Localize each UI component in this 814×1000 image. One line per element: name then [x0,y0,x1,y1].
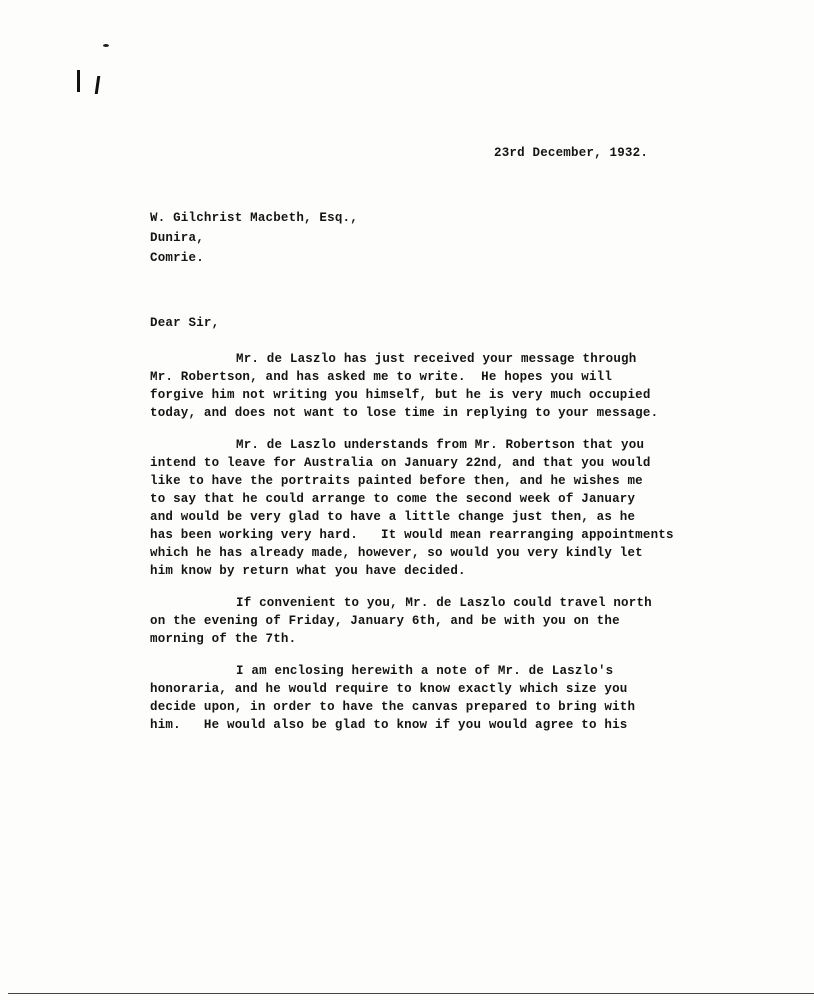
body-line: If convenient to you, Mr. de Laszlo could travel north [236,596,652,610]
body-line: Mr. de Laszlo understands from Mr. Robertson that you [236,438,645,452]
handwritten-mark [77,70,80,92]
body-line: Mr. Robertson, and has asked me to write. He hopes you will [150,370,613,384]
body-line: to say that he could arrange to come the second week of January [150,492,636,506]
scan-edge-line [8,993,814,994]
body-line: like to have the portraits painted before then, and he wishes me [150,474,643,488]
body-line: morning of the 7th. [150,632,297,646]
recipient-address-line: Dunira, [150,231,204,245]
ink-speck [103,44,109,47]
handwritten-mark [95,76,101,94]
body-line: has been working very hard. It would mean rearranging appointments [150,528,674,542]
salutation: Dear Sir, [150,316,220,330]
body-line: Mr. de Laszlo has just received your message through [236,352,637,366]
body-line: I am enclosing herewith a note of Mr. de Laszlo's [236,664,614,678]
body-line: honoraria, and he would require to know exactly which size you [150,682,628,696]
body-line: forgive him not writing you himself, but he is very much occupied [150,388,651,402]
recipient-name: W. Gilchrist Macbeth, Esq., [150,211,358,225]
body-line: him know by return what you have decided. [150,564,466,578]
body-line: today, and does not want to lose time in replying to your message. [150,406,659,420]
recipient-address-line: Comrie. [150,251,204,265]
body-line: and would be very glad to have a little change just then, as he [150,510,636,524]
body-line: which he has already made, however, so would you very kindly let [150,546,643,560]
body-line: decide upon, in order to have the canvas prepared to bring with [150,700,636,714]
body-line: on the evening of Friday, January 6th, and be with you on the [150,614,620,628]
body-line: him. He would also be glad to know if you would agree to his [150,718,628,732]
body-line: intend to leave for Australia on January 22nd, and that you would [150,456,651,470]
letter-date: 23rd December, 1932. [494,146,649,160]
